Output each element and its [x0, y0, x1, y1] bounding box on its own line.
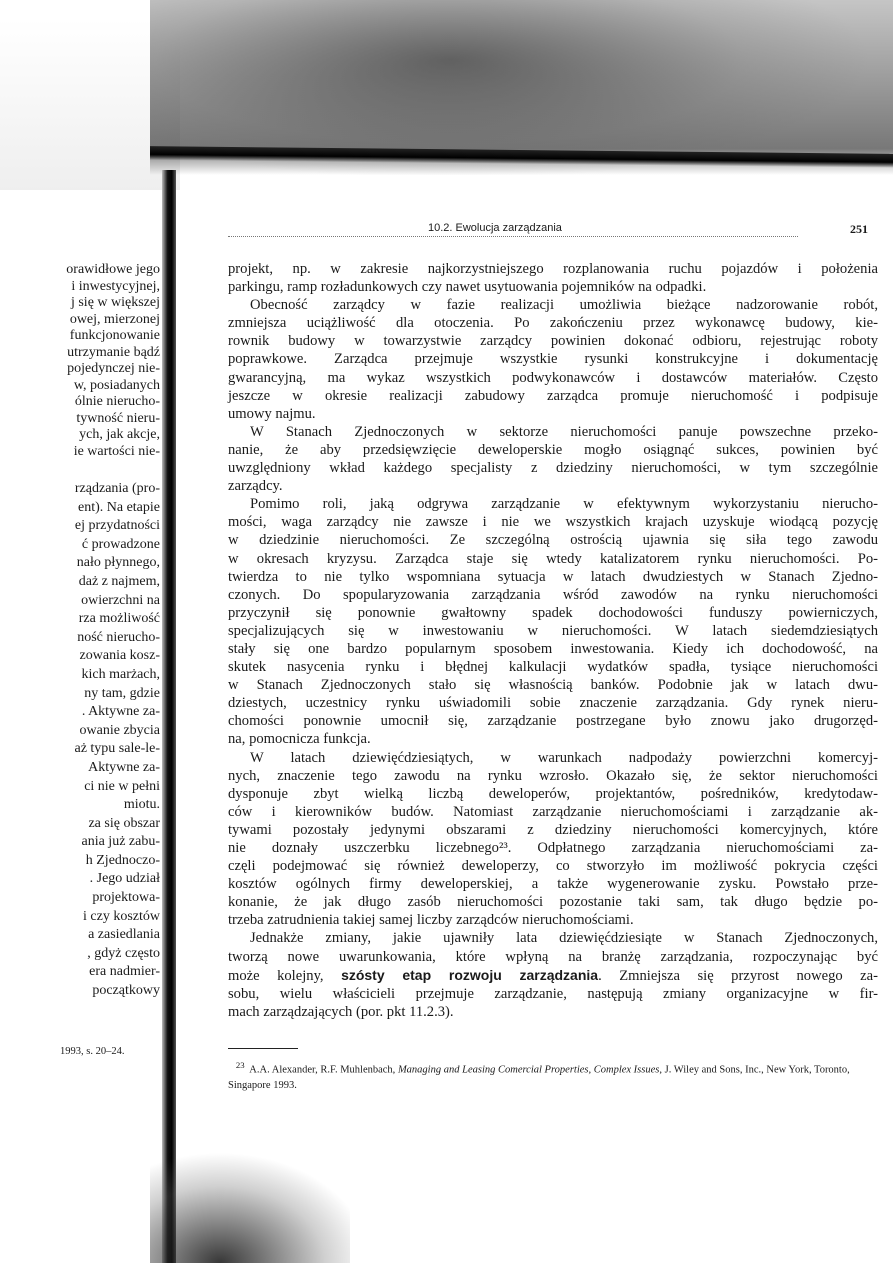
left-page-line: j się w większej [70, 295, 160, 310]
left-page-line: początkowy [92, 983, 160, 999]
text-fragment: może kolejny, [228, 967, 342, 984]
left-page-line: w, posiadanych [73, 377, 160, 393]
book-gutter [162, 170, 176, 1263]
text-line: mości, waga zarządcy nie zawsze i nie we wszystkich krajach uzyskuje wiodącą pozycję [228, 514, 878, 531]
left-page-line: ie wartości nie- [73, 443, 160, 459]
left-page-line: utrzymanie bądź [67, 344, 160, 360]
text-line: dysponuje zbyt wielką liczbą deweloperów, projektantów, pośredników, kredytodaw- [228, 785, 878, 802]
text-line: uwzględniony wkład każdego specjalisty z dziedziny nieruchomości, w tym szczególnie [228, 460, 878, 477]
left-page-line: ny tam, gdzie [84, 685, 160, 701]
text-line: chomości ponownie umocnił się, zarządzanie postrzegane było znowu jako drugorzęd- [228, 713, 878, 730]
text-line: częli podejmować się również deweloperzy, co stworzyło im możliwość pokrycia części [228, 858, 878, 875]
running-header [228, 222, 878, 238]
text-line: Obecność zarządcy w fazie realizacji umożliwia bieżące nadzorowanie robót, [250, 297, 878, 314]
footnote-title: Managing and Leasing Comercial Properties, Complex Issues [397, 1064, 660, 1076]
left-page-line: ci nie w pełni [84, 778, 160, 794]
text-line: tworzą nowe uwarunkowania, które wpłyną na branżę zarządzania, rozpoczynając być [228, 948, 878, 965]
bold-phrase: szósty etap rozwoju zarządzania [341, 966, 599, 983]
left-page-line: owej, mierzonej [69, 311, 160, 327]
text-line: nych, znaczenie tego zawodu na rynku wzrosło. Okazało się, że sektor nieruchomości [228, 767, 878, 784]
text-line: zmniejsza uciążliwość dla otoczenia. Po zakończeniu przez wykonawcę budowy, kie- [228, 315, 878, 332]
scan-shadow-bottom [150, 1150, 350, 1263]
left-page-line: i inwestycyjnej, [71, 278, 160, 294]
text-fragment: . Zmniejsza się przyrost nowego za- [598, 967, 878, 984]
text-line: nie doznały uszczerbku liczebnego²³. Odpłatnego zarządzania nieruchomościami za- [228, 840, 878, 856]
left-page-line: rządzania (pro- [74, 481, 160, 496]
text-line: na, pomocnicza funkcja. [228, 731, 371, 748]
text-line: dziestych, uczestnicy rynku uświadomili sobie znaczenie zarządzania. Gdy rynek nieru- [228, 695, 878, 712]
text-line: zarządcy. [228, 478, 283, 495]
text-line: sobu, wielu właścicieli przejmuje zarządzanie, następują zmiany organizacyjne w fir- [228, 985, 878, 1002]
text-line: W Stanach Zjednoczonych w sektorze nieruchomości panuje powszechne przeko- [250, 423, 878, 440]
left-page-line: projektowa- [92, 890, 160, 906]
section-title: 10.2. Ewolucja zarządzania [428, 222, 562, 234]
main-body-text [228, 260, 878, 1021]
left-page-line: ólnie nierucho- [74, 394, 160, 409]
left-page-line: h Zjednoczo- [85, 852, 160, 868]
text-line: tywami pozostały jedynymi obszarami z dziedziny nieruchomości komercyjnych, które [228, 821, 878, 838]
footnote [228, 1058, 878, 1093]
text-line: stały się one bardzo popularnym sposobem inwestowania. Kiedy ich dochodowość, na [228, 640, 878, 657]
text-line: trzeba zatrudnienia takiej samej liczby zarządców nieruchomościami. [228, 912, 634, 929]
text-line: umowy najmu. [228, 405, 316, 422]
text-line: Jednakże zmiany, jakie ujawniły lata dziewięćdziesiąte w Stanach Zjednoczonych, [250, 930, 878, 947]
left-page-line: miotu. [123, 797, 160, 813]
left-page-line: tywność nieru- [76, 410, 160, 426]
text-line: konanie, że jak długo zasób nieruchomości pozostanie taki sam, tak długo będzie po- [228, 894, 878, 911]
left-page-footnote: 1993, s. 20–24. [60, 1046, 125, 1057]
left-page-line: owanie zbycia [79, 722, 160, 738]
left-page-line: funkcjonowanie [69, 328, 160, 343]
text-line: rownik budowy w towarzystwie zarządcy powinien dokonać odbioru, rejestrując roboty [228, 333, 878, 350]
left-page-line: orawidłowe jego [66, 262, 160, 277]
left-page-line: daż z najmem, [78, 573, 160, 589]
left-page-line: i czy kosztów [83, 908, 160, 924]
text-line: w okresach kryzysu. Zarządca staje się wtedy katalizatorem rynku nieruchomości. Po- [228, 550, 878, 567]
text-line: poprawkowe. Zarządca przejmuje wszystkie rysunki konstrukcyjne i dokumentację [228, 351, 878, 368]
text-line: przyczynił się ponownie gwałtowny spadek dochodowości funduszy powierniczych, [228, 604, 878, 621]
text-line: projekt, np. w zakresie najkorzystniejszego rozplanowania ruchu pojazdów i położenia [228, 261, 878, 277]
left-page-line: ych, jak akcje, [79, 427, 160, 442]
text-line: Pomimo roli, jaką odgrywa zarządzanie w efektywnym wykorzystaniu nierucho- [250, 496, 878, 513]
text-line: W latach dziewięćdziesiątych, w warunkach nadpodaży powierzchni komercyj- [250, 749, 878, 766]
text-line: kosztów ogólnych firmy deweloperskiej, a także wygenerowanie zysku. Powstało prze- [228, 876, 878, 893]
left-page-line: zowania kosz- [79, 648, 160, 664]
left-page-line: ność nierucho- [77, 629, 160, 645]
text-line: skutek nasycenia rynku i błędnej kalkulacji wydatków spadła, tysiące nieruchomości [228, 659, 878, 676]
left-page-line: za się obszar [88, 815, 160, 831]
left-page-line: . Jego udział [89, 871, 160, 887]
text-line: nanie, że aby przedsięwzięcie deweloperskie mogło osiągnąć sukces, powinien być [228, 441, 878, 458]
left-page-line: ć prowadzone [81, 536, 160, 552]
text-line: parkingu, ramp rozładunkowych czy nawet usytuowania pojemników na odpadki. [228, 279, 707, 296]
left-page-line: Aktywne za- [88, 759, 160, 775]
left-page-line: a zasiedlania [88, 927, 160, 943]
left-page-line: rza możliwość [78, 611, 160, 627]
left-page-line: pojedynczej nie- [67, 361, 160, 376]
left-page-text-bottom [0, 480, 160, 1001]
left-page-line: ania już zabu- [81, 834, 160, 850]
text-line: mach zarządzających (por. pkt 11.2.3). [228, 1003, 454, 1020]
text-line: w dziedzinie nieruchomości. Ze szczególną ostrością ujawnia się siła tego zawodu [228, 532, 878, 549]
left-page-line: , gdyż często [87, 945, 160, 961]
text-line: w Stanach Zjednoczonych stało się własnością banków. Podobnie jak w latach dwu- [228, 677, 878, 694]
footnote-rule [228, 1048, 298, 1049]
left-page-line: era nadmier- [89, 964, 160, 980]
footnote-authors: A.A. Alexander, R.F. Muhlenbach, [249, 1064, 398, 1076]
left-page-text-top [0, 262, 160, 460]
text-line: jeszcze w okresie realizacji zabudowy zarządca promuje nieruchomość i podpisuje [228, 387, 878, 404]
footnote-mark: 23 [235, 1060, 245, 1070]
left-page-line: kich marżach, [81, 666, 160, 682]
text-line: twierdza to nie tylko wspomniana sytuacja w latach dwudziestych w Stanach Zjedno- [228, 568, 878, 585]
left-page-line: owierzchni na [81, 592, 160, 608]
text-line: czonych. Do spopularyzowania zarządzania wśród zawodów na rynku nieruchomości [228, 586, 878, 603]
text-line: gwarancyjną, ma wykaz wszystkich podwykonawców i dostawców materiałów. Często [228, 369, 878, 386]
footnote-rest: , J. Wiley and Sons, Inc., New York, Toronto, Singapore 1993. [228, 1064, 850, 1091]
left-page-line: . Aktywne za- [81, 704, 160, 720]
text-line [228, 966, 878, 985]
page-number: 251 [850, 222, 868, 236]
left-page-line: ent). Na etapie [77, 499, 160, 515]
left-page-line: ej przydatności [74, 518, 160, 534]
header-rule [228, 236, 798, 237]
text-line: specjalizujących się w inwestowaniu w nieruchomości. W latach siedemdziesiątych [228, 622, 878, 639]
left-page-line: nało płynnego, [76, 555, 160, 571]
left-page-line: aż typu sale-le- [74, 741, 160, 757]
text-line: ców i kierowników budów. Natomiast zarządzanie nieruchomościami i zarządzanie ak- [228, 803, 878, 820]
